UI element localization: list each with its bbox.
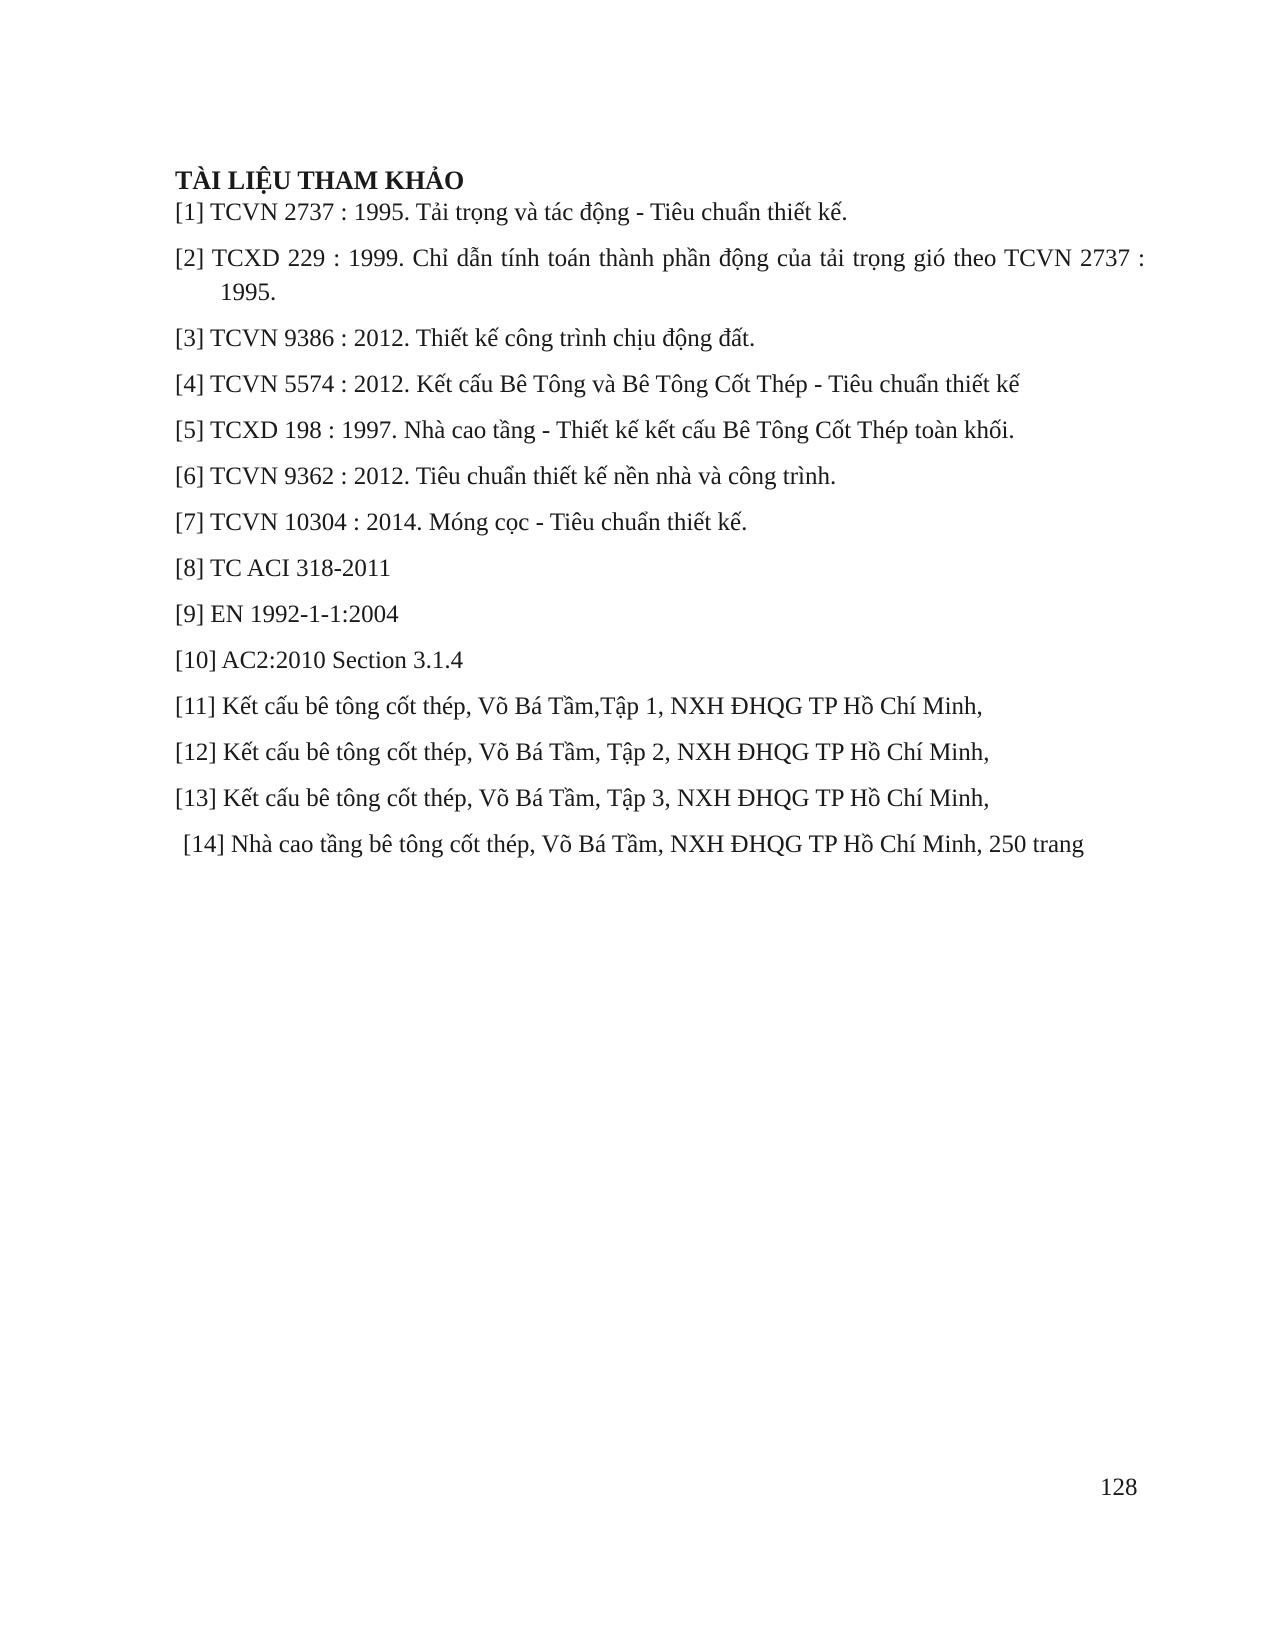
page-number: 128 [1100, 1474, 1138, 1501]
reference-item-7: [7] TCVN 10304 : 2014. Móng cọc - Tiêu chuẩn thiết kế. [175, 509, 748, 536]
reference-item-3: [3] TCVN 9386 : 2012. Thiết kế công trình chịu động đất. [175, 325, 756, 352]
reference-item-13: [13] Kết cấu bê tông cốt thép, Võ Bá Tầm, Tập 3, NXH ĐHQG TP Hồ Chí Minh, [175, 785, 990, 812]
reference-list [175, 196, 1145, 874]
reference-item-10: [10] AC2:2010 Section 3.1.4 [175, 647, 464, 674]
references-heading: TÀI LIỆU THAM KHẢO [175, 166, 465, 195]
reference-item-6: [6] TCVN 9362 : 2012. Tiêu chuẩn thiết kế nền nhà và công trình. [175, 463, 837, 490]
reference-item-9: [9] EN 1992-1-1:2004 [175, 601, 399, 628]
reference-item-2: [2] TCXD 229 : 1999. Chỉ dẫn tính toán thành phần động của tải trọng gió theo TCVN 2737 : 1995. [175, 245, 1145, 306]
reference-item-12: [12] Kết cấu bê tông cốt thép, Võ Bá Tầm, Tập 2, NXH ĐHQG TP Hồ Chí Minh, [175, 739, 990, 766]
reference-item-5: [5] TCXD 198 : 1997. Nhà cao tầng - Thiết kế kết cấu Bê Tông Cốt Thép toàn khối. [175, 417, 1015, 444]
reference-item-14: [14] Nhà cao tầng bê tông cốt thép, Võ Bá Tầm, NXH ĐHQG TP Hồ Chí Minh, 250 trang [183, 831, 1085, 858]
reference-item-1: [1] TCVN 2737 : 1995. Tải trọng và tác động - Tiêu chuẩn thiết kế. [175, 199, 848, 226]
reference-item-11: [11] Kết cấu bê tông cốt thép, Võ Bá Tầm,Tập 1, NXH ĐHQG TP Hồ Chí Minh, [175, 693, 983, 720]
reference-item-4: [4] TCVN 5574 : 2012. Kết cấu Bê Tông và Bê Tông Cốt Thép - Tiêu chuẩn thiết kế [175, 371, 1020, 398]
reference-item-8: [8] TC ACI 318-2011 [175, 555, 391, 582]
